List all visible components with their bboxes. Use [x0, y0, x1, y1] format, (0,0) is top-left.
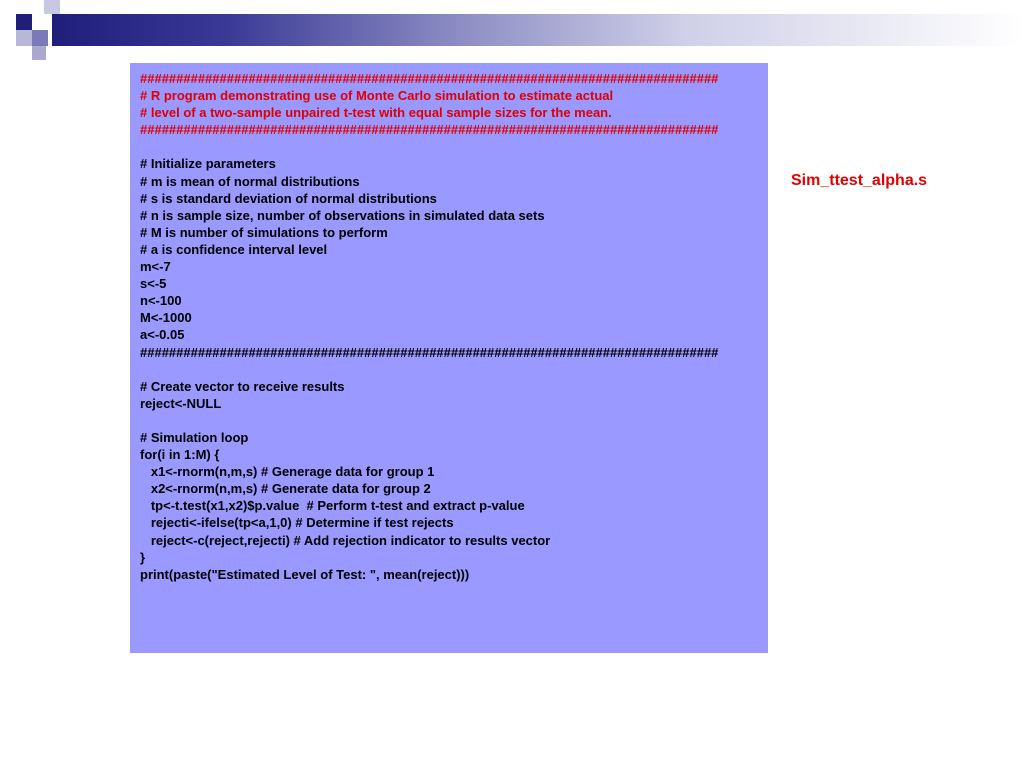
code-line: # Initialize parameters: [140, 156, 276, 172]
decorative-square: [44, 0, 60, 14]
code-line: # m is mean of normal distributions: [140, 173, 360, 189]
header-gradient-bar: [52, 14, 1024, 46]
decorative-square: [32, 46, 46, 60]
file-name-label: Sim_ttest_alpha.s: [791, 172, 928, 189]
code-header-line: ################################################################################: [140, 122, 719, 138]
code-line: rejecti<-ifelse(tp<a,1,0) # Determine if test rejects: [140, 515, 454, 531]
code-line: # s is standard deviation of normal distributions: [140, 190, 437, 206]
code-line: ################################################################################: [140, 344, 719, 360]
code-line: # Simulation loop: [140, 429, 249, 445]
code-line: tp<-t.test(x1,x2)$p.value # Perform t-test and extract p-value: [140, 498, 525, 514]
decorative-square: [32, 14, 48, 30]
code-line: n<-100: [140, 293, 182, 309]
code-line: }: [140, 549, 146, 565]
code-line: reject<-NULL: [140, 395, 222, 411]
code-line: m<-7: [140, 259, 171, 275]
decorative-square: [32, 30, 48, 46]
code-line: print(paste("Estimated Level of Test: ", mean(reject))): [140, 566, 470, 582]
code-line: # n is sample size, number of observations in simulated data sets: [140, 207, 545, 223]
code-header-line: # R program demonstrating use of Monte Carlo simulation to estimate actual: [140, 88, 614, 104]
code-line: a<-0.05: [140, 327, 185, 343]
code-line: [140, 412, 768, 429]
code-header-line: # level of a two-sample unpaired t-test with equal sample sizes for the mean.: [140, 105, 612, 121]
code-line: # a is confidence interval level: [140, 241, 328, 257]
decorative-square: [0, 0, 16, 16]
code-line: [140, 138, 768, 155]
code-line: for(i in 1:M) {: [140, 447, 220, 463]
code-header-line: ################################################################################: [140, 71, 719, 86]
code-line: reject<-c(reject,rejecti) # Add rejection indicator to results vector: [140, 532, 551, 548]
code-line: [140, 361, 768, 378]
code-listing: [130, 63, 768, 653]
code-line: x2<-rnorm(n,m,s) # Generate data for group 2: [140, 481, 431, 497]
code-line: # Create vector to receive results: [140, 378, 345, 394]
code-line: # M is number of simulations to perform: [140, 224, 388, 240]
decorative-square: [16, 30, 32, 46]
code-line: M<-1000: [140, 310, 192, 326]
code-line: s<-5: [140, 276, 167, 292]
code-line: x1<-rnorm(n,m,s) # Generage data for group 1: [140, 464, 435, 480]
decorative-square: [16, 14, 32, 30]
